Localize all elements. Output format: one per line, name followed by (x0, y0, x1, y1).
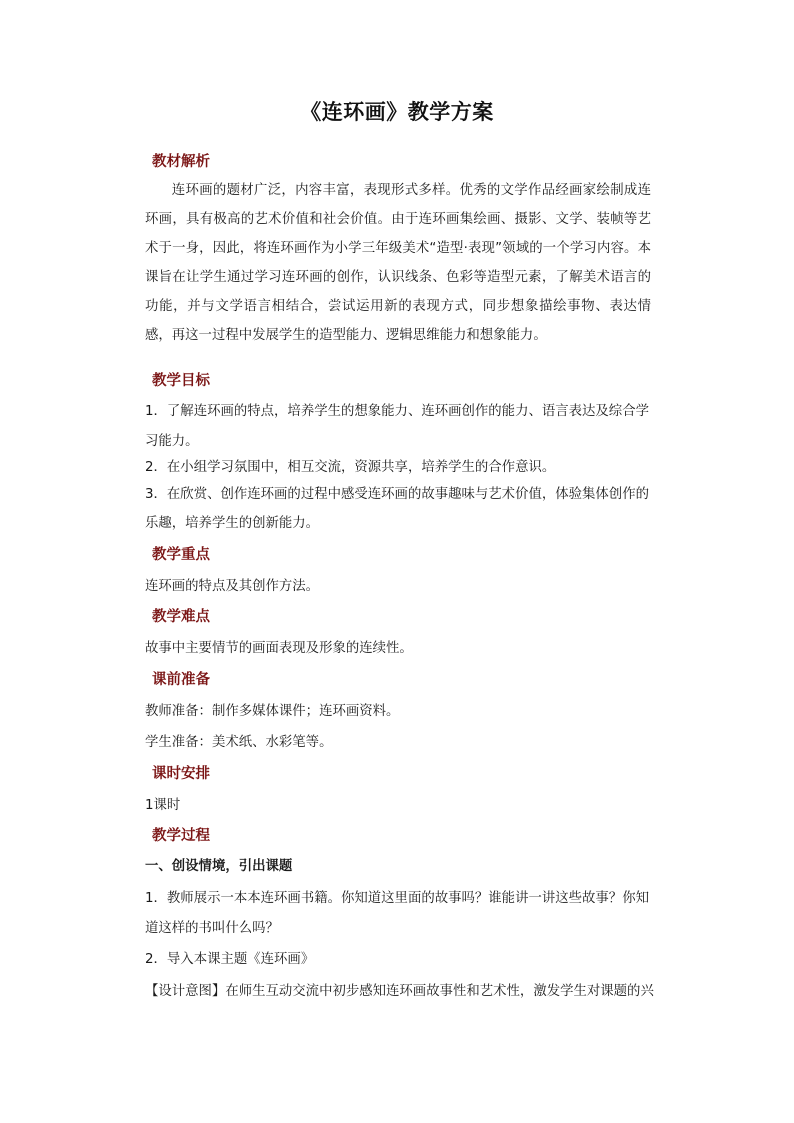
difficulties-text: 故事中主要情节的画面表现及形象的连续性。 (145, 641, 413, 656)
process-step-1-item-2: 2．导入本课主题《连环画》 (145, 952, 315, 967)
heading-goals: 教学目标 (152, 373, 210, 389)
design-intent: 【设计意图】在师生互动交流中初步感知连环画故事性和艺术性，激发学生对课题的兴 (145, 984, 654, 999)
heading-key-points: 教学重点 (152, 547, 210, 563)
goal-item-3-line-1: 3．在欣赏、创作连环画的过程中感受连环画的故事趣味与艺术价值，体验集体创作的 (145, 487, 649, 502)
heading-schedule: 课时安排 (152, 766, 210, 782)
goal-item-1-line-1: 1．了解连环画的特点，培养学生的想象能力、连环画创作的能力、语言表达及综合学 (145, 404, 649, 419)
process-step-1-item-1-line-2: 道这样的书叫什么吗？ (145, 921, 279, 936)
goal-item-3-line-2: 乐趣，培养学生的创新能力。 (145, 516, 320, 531)
goal-item-1-line-2: 习能力。 (145, 434, 199, 449)
heading-preparation: 课前准备 (152, 672, 210, 688)
student-preparation: 学生准备：美术纸、水彩笔等。 (145, 735, 333, 750)
heading-process: 教学过程 (152, 828, 210, 844)
key-points-text: 连环画的特点及其创作方法。 (145, 579, 320, 594)
heading-analysis: 教材解析 (152, 154, 210, 170)
document-title: 《连环画》教学方案 (300, 100, 494, 124)
schedule-text: 1课时 (145, 798, 181, 813)
analysis-paragraph: 连环画的题材广泛，内容丰富，表现形式多样。优秀的文学作品经画家绘制成连环画，具有极高的艺术价值和社会价值。由于连环画集绘画、摄影、文学、装帧等艺术于一身，因此，将连环画作为小学三年级美术“造型·表现”领域的一个学习内容。本课旨在让学生通过学习连环画的创作，认识线条、色彩等造型元素，了解美术语言的功能，并与文学语言相结合，尝试运用新的表现方式，同步想象描绘事物、表达情感，再这一过程中发展学生的造型能力、逻辑思维能力和想象能力。 (145, 183, 651, 343)
process-step-1-item-1-line-1: 1．教师展示一本本连环画书籍。你知道这里面的故事吗？谁能讲一讲这些故事？你知 (145, 891, 649, 906)
teacher-preparation: 教师准备：制作多媒体课件；连环画资料。 (145, 704, 400, 719)
goal-item-2: 2．在小组学习氛围中，相互交流，资源共享，培养学生的合作意识。 (145, 460, 556, 475)
heading-difficulties: 教学难点 (152, 609, 210, 625)
process-step-1-title: 一、创设情境，引出课题 (145, 859, 293, 874)
